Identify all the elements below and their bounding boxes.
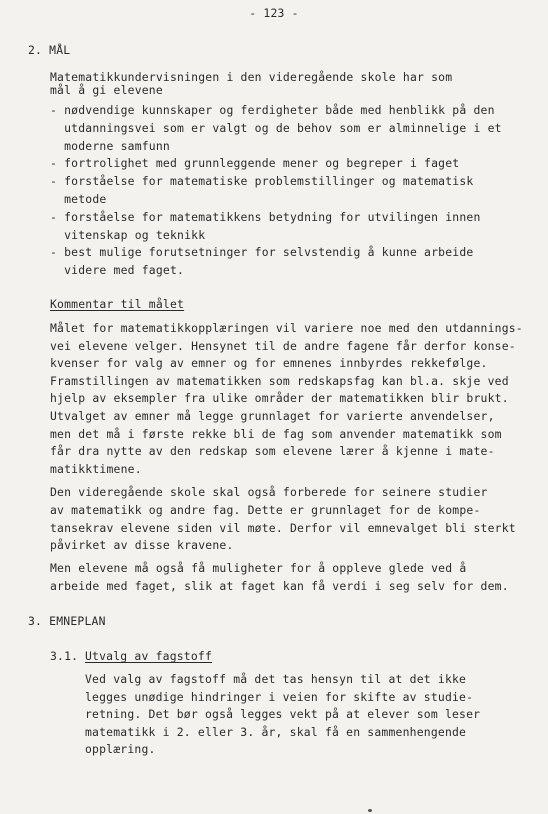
text-line: vitenskap og teknikk	[50, 227, 206, 242]
list-item	[50, 244, 502, 280]
text-line: legges unødige hindringer i veien for skifte av studie-	[85, 689, 474, 704]
text-line: Den videregående skole skal også forberede for seinere studier	[50, 485, 488, 499]
text-line: kvenser for valg av emner og for emnenes innbyrdes rekkefølge.	[50, 356, 488, 371]
text-line: - forståelse for matematiske problemstillinger og matematisk	[50, 174, 474, 189]
text-line: matikktimene.	[50, 461, 142, 476]
text-line: Utvalget av emner må legge grunnlaget for varierte anvendelser,	[50, 408, 495, 423]
goal-list	[50, 102, 502, 280]
text-line: - forståelse for matematikkens betydning for utvilingen innen	[50, 209, 481, 224]
text-line: påvirket av disse kravene.	[50, 538, 234, 553]
text-line: - fortrolighet med grunnleggende mener og begreper i faget	[50, 156, 460, 171]
page-number: - 123 -	[249, 6, 299, 20]
subsection-title: Utvalg av fagstoff	[85, 649, 213, 663]
text-line: Men elevene må også få muligheter for å oppleve glede ved å	[50, 561, 467, 575]
text-line: utdanningsvei som er valgt og de behov som er alminnelige i et	[50, 120, 502, 135]
text-line: matematikk i 2. eller 3. år, skal få en sammenhengende	[85, 724, 467, 739]
section-2-intro	[50, 71, 452, 97]
text-line: videre med faget.	[50, 263, 185, 278]
list-item	[50, 155, 502, 173]
list-item	[50, 102, 502, 155]
section-3-heading: 3. EMNEPLAN	[28, 614, 106, 628]
subsection-paragraph	[85, 671, 480, 759]
text-line: Målet for matematikkopplæringen vil variere noe med den utdannings-	[50, 321, 523, 335]
comment-heading: Kommentar til målet	[50, 297, 185, 311]
text-line: av matematikk og andre fag. Dette er grunnlaget for de kompe-	[50, 502, 481, 517]
text-line: men det må i første rekke bli de fag som anvender matematikk som	[50, 426, 502, 441]
subsection-number: 3.1.	[50, 649, 79, 663]
comment-paragraph-3	[50, 560, 509, 596]
text-line: moderne samfunn	[50, 138, 170, 153]
text-line: mål å gi elevene	[50, 83, 163, 97]
text-line: Framstillingen av matematikken som redskapsfag kan bl.a. skje ved	[50, 373, 509, 388]
text-line: hjelp av eksempler fra ulike områder der matematikken blir brukt.	[50, 391, 509, 406]
text-line: Matematikkundervisningen i den videregående skole har som	[50, 70, 453, 84]
text-line: tansekrav elevene siden vil møte. Derfor vil emnevalget bli sterkt	[50, 520, 516, 535]
comment-paragraph-1	[50, 320, 523, 478]
list-item	[50, 209, 502, 245]
text-line: får dra nytte av den redskap som elevene lærer å kjenne i mate-	[50, 444, 495, 459]
list-item	[50, 173, 502, 209]
section-2-heading: 2. MÅL	[28, 43, 71, 57]
text-line: - nødvendige kunnskaper og ferdigheter både med henblikk på den	[50, 103, 495, 117]
text-line: - best mulige forutsetninger for selvstendig å kunne arbeide	[50, 245, 474, 260]
text-line: metode	[50, 191, 107, 206]
text-line: retning. Det bør også legges vekt på at elever som leser	[85, 707, 481, 722]
scan-speck	[368, 809, 372, 812]
text-line: opplæring.	[85, 742, 156, 757]
text-line: vei elevene velger. Hensynet til de andre fagene får derfor konse-	[50, 338, 516, 353]
text-line: Ved valg av fagstoff må det tas hensyn til at det ikke	[85, 672, 467, 686]
text-line: arbeide med faget, slik at faget kan få verdi i seg selv for dem.	[50, 578, 509, 593]
comment-paragraph-2	[50, 484, 516, 555]
